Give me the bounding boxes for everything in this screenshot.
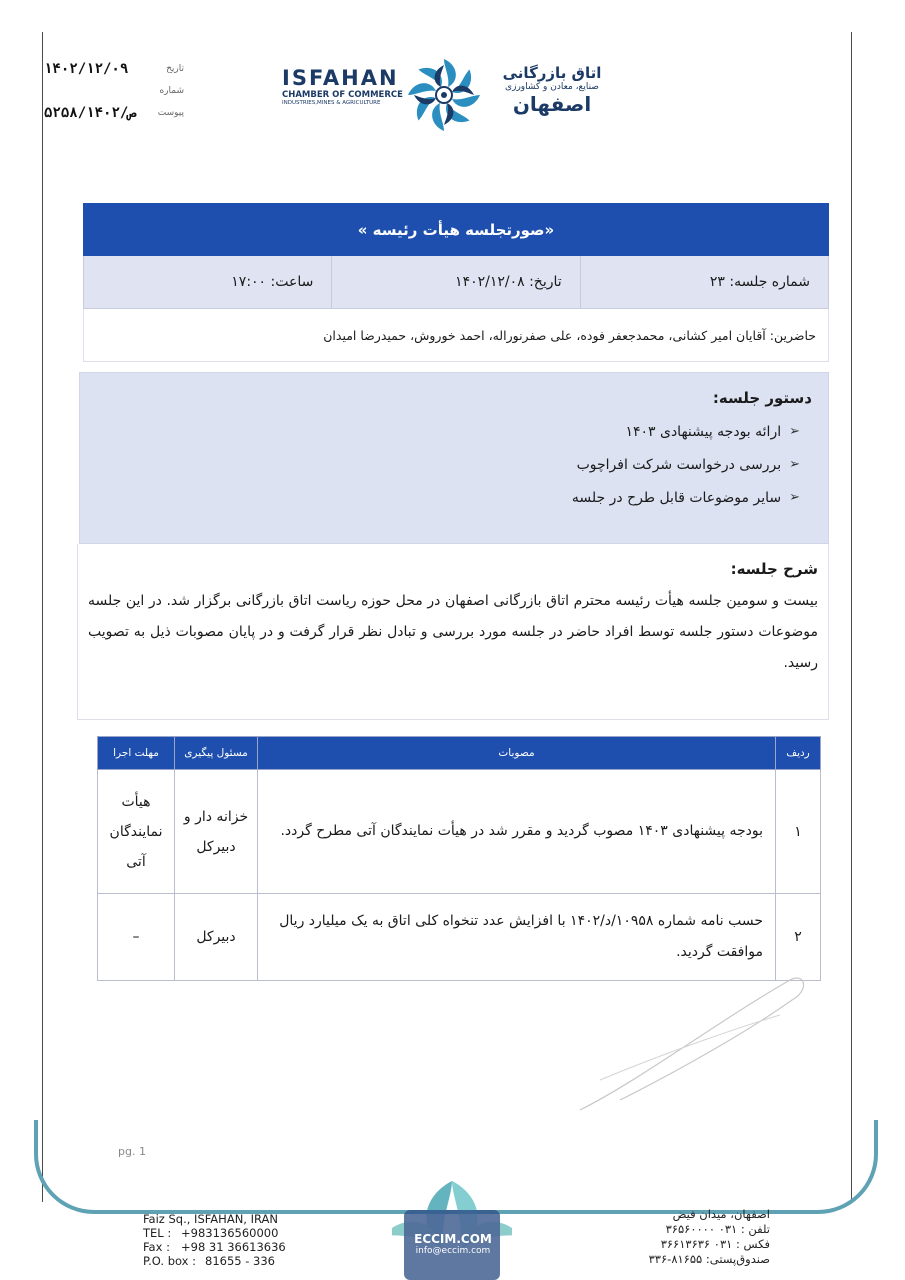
footer-pobox-label: P.O. box : (143, 1254, 197, 1268)
description-box (77, 544, 829, 720)
row-number: ۱ (776, 770, 821, 894)
ref-number-row (44, 80, 184, 102)
ref-date-label: تاریخ (166, 64, 184, 74)
meta-row (83, 256, 829, 309)
footer-fax-label: Fax : (143, 1240, 170, 1254)
footer-fax: +98 31 36613636 (181, 1240, 286, 1254)
row-number: ۲ (776, 894, 821, 981)
resolution-text: بودجه پیشنهادی ۱۴۰۳ مصوب گردید و مقرر شد در هیأت نمایندگان آتی مطرح گردد. (258, 770, 776, 894)
agenda-item-text: سایر موضوعات قابل طرح در جلسه (571, 489, 782, 506)
arrow-bullet-icon: ➢ (789, 457, 800, 472)
deadline-cell: هیأت نمایندگان آتی (98, 770, 175, 894)
arrow-bullet-icon: ➢ (789, 424, 800, 439)
logo-english-text (282, 66, 404, 106)
logo-en-name: ISFAHAN (282, 66, 399, 90)
agenda-item-text: بررسی درخواست شرکت افراچوب (576, 456, 782, 473)
resolution-text: حسب نامه شماره ۱۰۹۵۸/د/۱۴۰۲ با افزایش عدد تنخواه کلی اتاق به یک میلیارد ریال موافقت گردید. (258, 894, 776, 981)
ref-number-value-row (44, 102, 184, 124)
col-header-resolution: مصوبات (258, 737, 776, 770)
agenda-item (96, 448, 812, 481)
footer-web (405, 1232, 501, 1256)
agenda-item (96, 481, 812, 514)
reference-block (44, 58, 184, 124)
minutes-section (83, 203, 829, 720)
chamber-logo-icon (404, 55, 484, 135)
footer-email-link[interactable]: info@eccim.com (415, 1246, 491, 1256)
ref-number-label: شماره (159, 86, 184, 96)
footer-website-link[interactable]: ECCIM.COM (414, 1232, 492, 1246)
logo-en-line3: INDUSTRIES,MINES & AGRICULTURE (282, 100, 381, 106)
minutes-title: «صورتجلسه هیأت رئیسه » (83, 203, 829, 256)
footer-address: Faiz Sq., ISFAHAN, IRAN (143, 1212, 278, 1226)
table-header-row (98, 737, 821, 770)
session-date: تاریخ: ۱۴۰۲/۱۲/۰۸ (332, 256, 580, 308)
agenda-item-text: ارائه بودجه پیشنهادی ۱۴۰۳ (625, 423, 782, 440)
footer-fa-fax: فکس : ۰۳۱ ۳۶۶۱۳۶۳۶ (660, 1237, 770, 1251)
description-heading: شرح جلسه: (730, 560, 818, 578)
session-number: شماره جلسه: ۲۳ (709, 274, 810, 290)
footer-fa-tel: تلفن : ۰۳۱ ۳۶۵۶۰۰۰۰ (665, 1222, 770, 1236)
agenda-box (79, 372, 829, 544)
table-row (98, 770, 821, 894)
attendees: حاضرین: آقایان امیر کشانی، محمدجعفر فوده، علی صفرنوراله، احمد خوروش، حمیدرضا امیدان (83, 309, 829, 362)
ref-date-row (44, 58, 184, 80)
footer-pobox-row (143, 1254, 286, 1268)
logo-en-line2: CHAMBER OF COMMERCE (282, 90, 403, 100)
col-header-row: ردیف (776, 737, 821, 770)
description-text: بیست و سومین جلسه هیأت رئیسه محترم اتاق بازرگانی اصفهان در محل حوزه ریاست اتاق بازرگانی برگزار شد. در این جلسه موضوعات دستور جلسه توسط افراد حاضر در جلسه مورد بررسی و تبادل نظر قرار گرفت و در پایان مصوبات ذیل به تصویب رسید. (88, 593, 818, 671)
deadline-cell: – (98, 894, 175, 981)
col-header-owner: مسئول پیگیری (175, 737, 258, 770)
ref-attachment-label: پیوست (157, 108, 184, 118)
logo-persian-text (487, 64, 617, 116)
agenda-item (96, 415, 812, 448)
session-time: ساعت: ۱۷:۰۰ (84, 256, 332, 308)
page-number: pg. 1 (118, 1145, 146, 1158)
logo-fa-line1: اتاق بازرگانی (502, 64, 602, 82)
signature-scribble (560, 960, 820, 1120)
footer-pobox: 81655 - 336 (205, 1254, 275, 1268)
footer-tel-label: TEL : (143, 1226, 172, 1240)
owner-cell: خزانه دار و دبیرکل (175, 770, 258, 894)
logo-fa-line2: صنایع، معادن و کشاورزی (505, 82, 599, 92)
footer-logo-emblem-icon (392, 1178, 512, 1280)
ref-date-value: ۱۴۰۲/۱۲/۰۹ (44, 61, 129, 77)
footer-english-contact (143, 1212, 286, 1268)
footer-fax-row (143, 1240, 286, 1254)
ref-number-value: ۵۲۵۸/ص/۱۴۰۲ (44, 105, 137, 121)
footer-tel-row (143, 1226, 286, 1240)
agenda-heading: دستور جلسه: (712, 389, 812, 407)
resolutions-table (97, 736, 821, 981)
footer-fa-pobox: صندوق‌پستی: ۸۱۶۵۵-۳۳۶ (648, 1252, 770, 1266)
col-header-deadline: مهلت اجرا (98, 737, 175, 770)
footer-persian-contact (620, 1207, 770, 1267)
footer-fa-address: اصفهان، میدان فیض (672, 1207, 770, 1221)
footer-tel: +983136560000 (181, 1226, 279, 1240)
owner-cell: دبیرکل (175, 894, 258, 981)
arrow-bullet-icon: ➢ (789, 490, 800, 505)
logo-fa-line3: اصفهان (512, 92, 592, 116)
